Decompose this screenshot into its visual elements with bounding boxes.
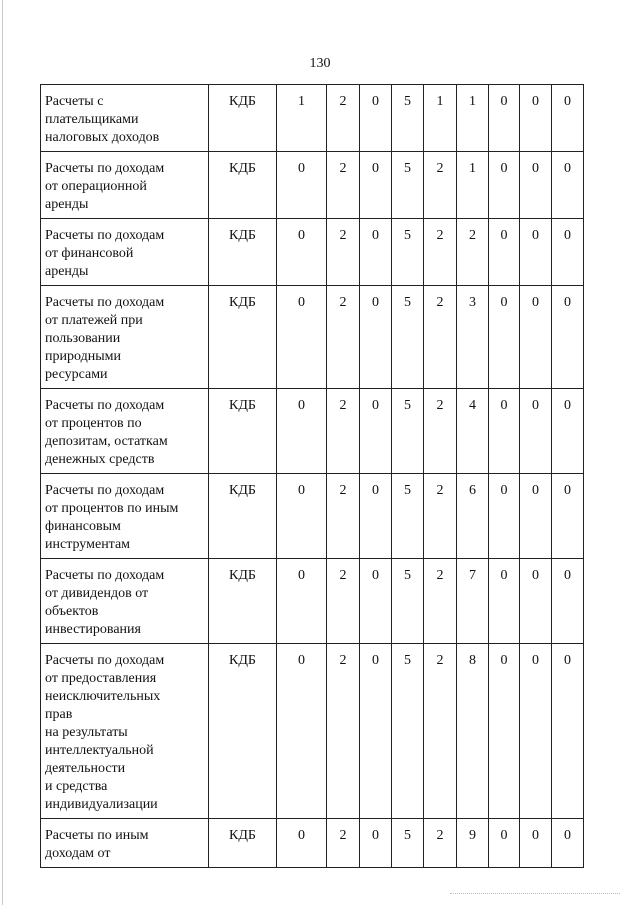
code-digit-cell: 0 bbox=[489, 85, 520, 152]
code-digit-cell: 5 bbox=[392, 152, 424, 219]
code-digit-cell: 0 bbox=[489, 286, 520, 389]
code-digit-cell: 0 bbox=[489, 152, 520, 219]
code-digit-cell: 0 bbox=[520, 152, 552, 219]
code-digit-cell: 5 bbox=[392, 644, 424, 819]
code-digit-cell: 2 bbox=[327, 819, 360, 868]
code-digit-cell: 0 bbox=[520, 286, 552, 389]
code-digit-cell: 0 bbox=[520, 474, 552, 559]
code-digit-cell: 0 bbox=[552, 644, 584, 819]
code-digit-cell: 0 bbox=[277, 286, 327, 389]
code-digit-cell: 2 bbox=[457, 219, 489, 286]
code-digit-cell: 2 bbox=[327, 152, 360, 219]
code-digit-cell: 9 bbox=[457, 819, 489, 868]
table-row bbox=[41, 286, 584, 389]
code-digit-cell: 0 bbox=[520, 219, 552, 286]
code-digit-cell: 0 bbox=[489, 559, 520, 644]
account-name-cell: Расчеты по иным доходам от bbox=[41, 819, 209, 868]
code-digit-cell: 0 bbox=[552, 286, 584, 389]
scan-edge-line bbox=[2, 0, 3, 905]
code-digit-cell: 2 bbox=[327, 474, 360, 559]
code-digit-cell: 5 bbox=[392, 219, 424, 286]
page-number: 130 bbox=[309, 56, 331, 71]
code-digit-cell: 0 bbox=[277, 474, 327, 559]
code-digit-cell: 0 bbox=[552, 559, 584, 644]
account-name-cell: Расчеты по доходам от платежей при пользовании природными ресурсами bbox=[41, 286, 209, 389]
code-digit-cell: 1 bbox=[424, 85, 457, 152]
code-digit-cell: 5 bbox=[392, 286, 424, 389]
budget-code-type-cell: КДБ bbox=[209, 286, 277, 389]
code-digit-cell: 0 bbox=[360, 389, 392, 474]
code-digit-cell: 0 bbox=[520, 819, 552, 868]
code-digit-cell: 0 bbox=[360, 286, 392, 389]
code-digit-cell: 0 bbox=[520, 85, 552, 152]
budget-code-type-cell: КДБ bbox=[209, 559, 277, 644]
code-digit-cell: 0 bbox=[552, 152, 584, 219]
code-digit-cell: 2 bbox=[424, 644, 457, 819]
code-digit-cell: 0 bbox=[277, 819, 327, 868]
code-digit-cell: 1 bbox=[277, 85, 327, 152]
code-digit-cell: 5 bbox=[392, 389, 424, 474]
code-digit-cell: 0 bbox=[360, 85, 392, 152]
code-digit-cell: 0 bbox=[552, 389, 584, 474]
code-digit-cell: 0 bbox=[520, 389, 552, 474]
code-digit-cell: 2 bbox=[327, 219, 360, 286]
code-digit-cell: 0 bbox=[277, 152, 327, 219]
code-digit-cell: 0 bbox=[489, 219, 520, 286]
table-body bbox=[41, 85, 584, 868]
code-digit-cell: 6 bbox=[457, 474, 489, 559]
code-digit-cell: 4 bbox=[457, 389, 489, 474]
table-row bbox=[41, 85, 584, 152]
code-digit-cell: 0 bbox=[489, 819, 520, 868]
code-digit-cell: 0 bbox=[489, 389, 520, 474]
code-digit-cell: 0 bbox=[360, 819, 392, 868]
code-digit-cell: 0 bbox=[360, 219, 392, 286]
table-row bbox=[41, 474, 584, 559]
code-digit-cell: 2 bbox=[424, 474, 457, 559]
budget-code-type-cell: КДБ bbox=[209, 219, 277, 286]
code-digit-cell: 0 bbox=[360, 152, 392, 219]
code-digit-cell: 5 bbox=[392, 819, 424, 868]
code-digit-cell: 3 bbox=[457, 286, 489, 389]
code-digit-cell: 1 bbox=[457, 85, 489, 152]
code-digit-cell: 5 bbox=[392, 559, 424, 644]
code-digit-cell: 0 bbox=[360, 559, 392, 644]
code-digit-cell: 5 bbox=[392, 474, 424, 559]
code-digit-cell: 8 bbox=[457, 644, 489, 819]
code-digit-cell: 2 bbox=[424, 389, 457, 474]
code-digit-cell: 0 bbox=[277, 219, 327, 286]
budget-code-type-cell: КДБ bbox=[209, 389, 277, 474]
code-digit-cell: 2 bbox=[327, 85, 360, 152]
account-name-cell: Расчеты по доходам от процентов по иным финансовым инструментам bbox=[41, 474, 209, 559]
code-digit-cell: 0 bbox=[552, 85, 584, 152]
code-digit-cell: 0 bbox=[489, 644, 520, 819]
code-digit-cell: 0 bbox=[277, 559, 327, 644]
code-digit-cell: 0 bbox=[552, 819, 584, 868]
code-digit-cell: 2 bbox=[424, 219, 457, 286]
table-row bbox=[41, 644, 584, 819]
code-digit-cell: 0 bbox=[489, 474, 520, 559]
budget-code-type-cell: КДБ bbox=[209, 644, 277, 819]
code-digit-cell: 2 bbox=[327, 644, 360, 819]
budget-code-type-cell: КДБ bbox=[209, 474, 277, 559]
account-name-cell: Расчеты по доходам от предоставления неисключительных прав на результаты интеллектуальной деятельности и средства индивидуализации bbox=[41, 644, 209, 819]
scan-artifact bbox=[450, 893, 620, 895]
account-name-cell: Расчеты по доходам от финансовой аренды bbox=[41, 219, 209, 286]
account-name-cell: Расчеты по доходам от операционной аренды bbox=[41, 152, 209, 219]
code-digit-cell: 0 bbox=[277, 644, 327, 819]
accounts-table bbox=[40, 84, 584, 868]
code-digit-cell: 0 bbox=[277, 389, 327, 474]
code-digit-cell: 7 bbox=[457, 559, 489, 644]
code-digit-cell: 2 bbox=[424, 559, 457, 644]
code-digit-cell: 2 bbox=[327, 389, 360, 474]
table-row bbox=[41, 559, 584, 644]
code-digit-cell: 2 bbox=[327, 559, 360, 644]
code-digit-cell: 0 bbox=[360, 644, 392, 819]
code-digit-cell: 5 bbox=[392, 85, 424, 152]
code-digit-cell: 0 bbox=[520, 559, 552, 644]
account-name-cell: Расчеты по доходам от процентов по депозитам, остаткам денежных средств bbox=[41, 389, 209, 474]
code-digit-cell: 2 bbox=[424, 152, 457, 219]
table-row bbox=[41, 389, 584, 474]
code-digit-cell: 0 bbox=[552, 474, 584, 559]
code-digit-cell: 2 bbox=[424, 819, 457, 868]
code-digit-cell: 0 bbox=[520, 644, 552, 819]
account-name-cell: Расчеты по доходам от дивидендов от объектов инвестирования bbox=[41, 559, 209, 644]
code-digit-cell: 0 bbox=[552, 219, 584, 286]
budget-code-type-cell: КДБ bbox=[209, 152, 277, 219]
table-row bbox=[41, 819, 584, 868]
budget-code-type-cell: КДБ bbox=[209, 819, 277, 868]
table-row bbox=[41, 152, 584, 219]
budget-code-type-cell: КДБ bbox=[209, 85, 277, 152]
table-row bbox=[41, 219, 584, 286]
code-digit-cell: 0 bbox=[360, 474, 392, 559]
code-digit-cell: 1 bbox=[457, 152, 489, 219]
account-name-cell: Расчеты с плательщиками налоговых доходов bbox=[41, 85, 209, 152]
code-digit-cell: 2 bbox=[424, 286, 457, 389]
code-digit-cell: 2 bbox=[327, 286, 360, 389]
